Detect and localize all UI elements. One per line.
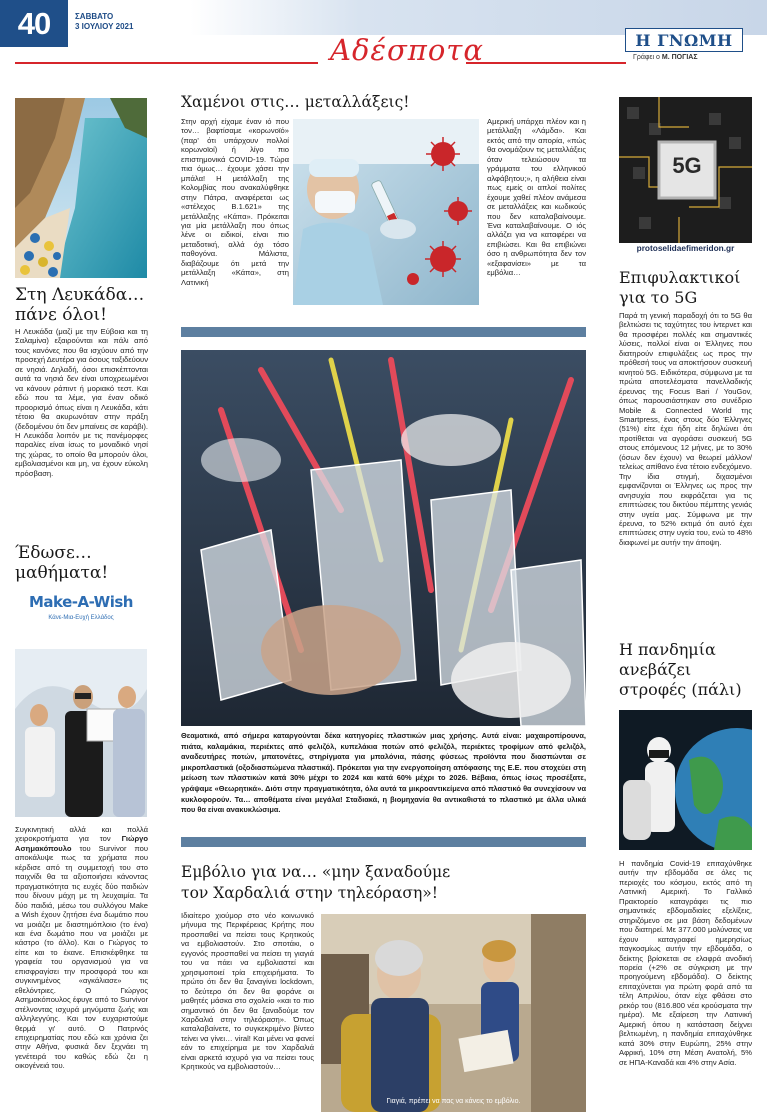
mutations-body-col1: Στην αρχή είχαμε έναν ιό που τον… βαφτίσαμε «κορωνοϊό» (παρ' ότι υπάρχουν πολλοί κορωνοϊοί) ή λίγο πιο επιστημονικά COVID-19. Τώρα πια όμως… έχουμε χάσει την μπάλα! Η μετάλλαξη της Κολομβίας που ανακαλύφθηκε στην Πάτρα, αναφέρεται ως «στέλεχος Β.1.621» της μετάλλαξης «Κάπα». Πρόκειται για μία μετάλλαξη που όπως λένε οι ειδικοί, είναι πιο μεταδοτική, αλλά όχι τόσο παθογόνα. Μάλιστα, διαβάζουμε ότι μετά την μετάλλαξη «Κάπα», στη Λατινική: [181, 117, 289, 287]
makeawish-title-line1: Έδωσε…: [15, 543, 92, 563]
makeawish-banner-title: Make-A-Wish: [29, 593, 133, 611]
divider-rule-bottom: [181, 837, 586, 847]
fiveg-watermark: protoselidaefimeridon.gr: [619, 243, 752, 257]
fiveg-title-line1: Επιφυλακτικοί: [619, 268, 741, 287]
plastic-waste-photo: [181, 350, 586, 726]
date-day: ΣΑΒΒΑΤΟ: [75, 12, 114, 21]
date-full: 3 ΙΟΥΛΙΟΥ 2021: [75, 22, 134, 31]
lefkada-title-line1: Στη Λευκάδα…: [15, 285, 145, 305]
makeawish-body: [15, 825, 148, 1113]
newspaper-logo: Η ΓΝΩΜΗ: [625, 28, 743, 52]
section-line-right: [466, 62, 626, 64]
grandmother-grandson-photo: [321, 914, 586, 1112]
makeawish-title: [15, 543, 155, 583]
vaccine-photo-caption: Γιαγιά, πρέπει να πας να κάνεις το εμβόλιο.: [386, 1098, 521, 1105]
vaccine-title-line1: Εμβόλιο για να… «μην ξαναδούμε: [181, 863, 451, 881]
plastics-caption: Θεαματικά, από σήμερα καταργούνται δέκα κατηγορίες πλαστικών μιας χρήσης. Αυτά είναι: μαχαιροπίρουνα, πιάτα, καλαμάκια, περιέκτες από φελιζόλ, κυπελάκια ποτών από φελιζόλ, περιέκτες τροφίμων από φελιζόλ, αναδευτήρες ποτών, μπατονέτες, στηρίγματα για μπαλόνια, πάσης φύσεως προϊόντα που διασπώνται σε μικροπλαστικά (οξοδιασπώμενα πλαστικά). Πρόκειται για την ενεργοποίηση απόφασης της Ε.Ε. που στοχεύει στη μείωση των πλαστικών κατά 30% μέχρι το 2024 και κατά 60% μέχρι το 2026. Βέβαια, όπως ίσως προσέξατε, γράψαμε «Θεωρητικά». Διότι στην πραγματικότητα, όλα αυτά τα μικροαντικείμενα από πλαστικό θα συνεχίσουν να κυκλοφορούν. Τα… αποθέματα είναι μεγάλα! Σταδιακά, η βιομηχανία θα αντικαθιστά το πλαστικό με άλλα υλικά που θα είναι ανακυκλώσιμα.: [181, 731, 586, 815]
byline-author: Μ. ΠΟΓΙΑΣ: [661, 54, 698, 61]
makeawish-banner-subtitle: Κάνε-Μια-Ευχή Ελλάδος: [48, 615, 114, 621]
vaccine-title-line2: τον Χαρδαλιά στην τηλεόραση»!: [181, 884, 438, 902]
makeawish-photo: [15, 589, 147, 817]
page-number: 40: [0, 0, 68, 47]
pandemic-title-line2: ανεβάζει: [619, 660, 692, 679]
pandemic-photo: [619, 710, 752, 850]
vaccine-title: [181, 862, 586, 904]
byline-prefix: Γράφει ο: [633, 54, 660, 61]
fiveg-photo: [619, 97, 752, 257]
vaccine-body: Ιδιαίτερο χιούμορ στο νέο κοινωνικό μήνυμα της Περιφέρειας Κρήτης που προσπαθεί να πείσει τους Κρητικούς να εμβολιαστούν. Στο σποτάκι, ο εγγονός προσπαθεί να πείσει τη γιαγιά του να πάει να εμβολιαστεί και χρησιμοποιεί τρία επιχειρήματα. Το πρώτο ότι δεν θα ξαναγίνει lockdown, το δεύτερο ότι δεν θα φοράνε οι μαθητές μάσκα στο σχολείο «και το πιο σημαντικό ότι δεν θα ξαναδούμε τον Χαρδαλιά στην τηλεόραση». Όπως καταλαβαίνετε, το συγκεκριμένο βίντεο τείνει να γίνει… viral! Και μένει να φανεί εάν το επιχείρημα με τον Χαρδαλιά είναι αρκετά ισχυρό για να πείσει τους Κρητικούς να εμβολιαστούν…: [181, 911, 314, 1072]
mutations-body-col2: Αμερική υπάρχει πλέον και η μετάλλαξη «Λάμδα». Και εκτός από την απορία, «πώς θα ονομάζουν τις μεταλλάξεις όταν τελειώσουν τα γράμματα του ελληνικού αλφάβητου;», η αλήθεια είναι πως εμείς οι απλοί πολίτες έχουμε χαθεί πλέον ανάμεσα σε μεταλλάξεις και κωδικούς που δεν καταλαβαίνουμε. Ένα καταλαβαίνουμε. Ο ιός αλλάζει για να καταφέρει να επιβιώσει. Και θα επιβιώνει όσο η ανθρωπότητα δεν τον «εξαφανίσει» με τα εμβόλια…: [487, 117, 586, 278]
section-title: Αδέσποτα: [330, 33, 484, 67]
fiveg-chip-label: 5G: [672, 153, 702, 178]
byline: [633, 54, 698, 61]
fiveg-title: [619, 268, 759, 308]
fiveg-title-line2: για το 5G: [619, 288, 698, 307]
fiveg-body: Παρά τη γενική παραδοχή ότι το 5G θα βελτιώσει τις ταχύτητες του ίντερνετ και θα προσφέρει πολλές και σημαντικές λύσεις, πολλοί είναι οι Έλληνες που διατηρούν επιφυλάξεις ως προς την πρόθεσή τους να αποκτήσουν συσκευή κινητού 5G. Ειδικότερα, σύμφωνα με τα πρώτα αποτελέσματα πανελλαδικής έρευνας της Focus Bari / YouGov, όπως παρουσιάστηκαν στο συνέδριο Mobile & Connected World της Smartpress, ένας στους δύο Έλληνες (51%) είτε έχει ήδη είτε δηλώνει ότι προτίθεται να αγοράσει συσκευή 5G στους επόμενους 12 μήνες, με το 30% (όσων δεν έχουν) να θεωρεί μάλλον/τελείως απίθανο ένα τέτοιο ενδεχόμενο. Την ίδια στιγμή, διχασμένοι εμφανίζονται οι Έλληνες ως προς την ανησυχία που εκφράζεται για τις επιπτώσεις του δικτύου πέμπτης γενιάς στην υγεία μας. Σύμφωνα με την έρευνα, το 52% εκτιμά ότι αυτό έχει επιπτώσεις στην υγεία του, ενώ το 48% διαφωνεί με αυτήν την άποψη.: [619, 311, 752, 547]
pandemic-title: [619, 640, 759, 700]
lefkada-body: Η Λευκάδα (μαζί με την Εύβοια και τη Σαλαμίνα) εξαιρούνται και πάλι από τους κανόνες που θα ισχύουν από την προσεχή Δευτέρα για όσους ταξιδεύουν σε νησιά. Δηλαδή, όσοι επισκέπτονται αυτά τα νησιά δεν είναι υποχρεωμένοι να κάνουν ράπιντ ή μοριακό τεστ. Και εδώ που τα λέμε, για έναν οδικό προορισμό όπως είναι η Λευκάδα, κάτι τέτοιο θα ακυρωνόταν στην πράξη (δεδομένου ότι δεν μπαίνεις σε καράβι). Η Λευκάδα λοιπόν με τις πανέμορφες παραλίες είναι ίσως το μοναδικό νησί της χώρας, το οποίο θα μπορούν όλοι, εμβολιασμένοι και μη, να έχουν εύκολη πρόσβαση.: [15, 327, 148, 478]
pandemic-title-line1: Η πανδημία: [619, 640, 716, 659]
lefkada-title: [15, 285, 155, 325]
lab-virus-photo: [293, 119, 479, 305]
pandemic-title-line3: στροφές (πάλι): [619, 680, 742, 699]
makeawish-title-line2: μαθήματα!: [15, 563, 109, 583]
pandemic-body: Η πανδημία Covid-19 επιταχύνθηκε αυτήν την εβδομάδα σε όλες τις περιοχές του κόσμου, εκτός από τη Λατινική Αμερική. Το Γαλλικό Πρακτορείο καταγράφει τις πιο σημαντικές εβδομαδιαίες εξελίξεις, στηριζόμενο σε μια βάση δεδομένων που διατηρεί. Με 377.000 μολύνσεις να έχουν καταγραφεί ημερησίως παγκοσμίως αυτήν την εβδομάδα, ο δείκτης βρίσκεται σε ελαφρά ανοδική πορεία (+2% σε σύγκριση με την προηγούμενη εβδομάδα). Ο δείκτης επιταχύνεται για πρώτη φορά από τα τέλη Απριλίου, όταν είχε φθάσει στο ρεκόρ του (816.800 νέα κρούσματα την ημέρα). Με εξαίρεση την Λατινική Αμερική όπου η κατάσταση δείχνει βελτιωμένη, η πανδημία επιταχύνθηκε κατά 30% στην Ευρώπη, 25% στην Αφρική, 10% στη Μέση Ανατολή, 5% σε ΗΠΑ-Καναδά και 4% στην Ασία.: [619, 859, 752, 1067]
section-line-left: [15, 62, 318, 64]
makeawish-body-intro: Συγκινητική αλλά και πολλά χειροκροτήματα για τον: [15, 825, 148, 844]
divider-rule-top: [181, 327, 586, 337]
makeawish-body-rest: του Survivor που αποκάλυψε πως τα χρήματα που κέρδισε από τη συμμετοχή του στο παιχνίδι θα τα αξιοποιήσει κάνοντας πραγματικότητα τις ευχές δύο παιδιών που δίνουν μάχη με τη λευχαιμία. Τα δύο παιδιά, μέσω του συλλόγου Make a Wish έχουν ζητήσει ένα δωμάτιο που να μοιάζει με διαστημόπλοιο (το ένα) και ένα δωμάτιο που να μοιάζει με κάστρο (το άλλο). Και ο Γιώργος το είπε και το έκανε. Επισκέφθηκε τα γραφεία του οργανισμού για να επισφραγίσει την προσφορά του και συγκινημένος «αγκάλιασε» τις εθελόντριες. Ο Γιώργος Ασημακόπουλος έφυγε από το Survivor στέλνοντας ισχυρά μηνύματα ζωής και αλληλεγγύης. Και τον ευχαριστούμε θερμά γι' αυτό. Ο Πατρινός επιχειρηματίας που εδώ και χρόνια ζει στην Αθήνα, φυσικά δεν ξεχνάει τη γενέτειρά του καθώς εδώ ζει η οικογένειά του.: [15, 843, 148, 1071]
mutations-title: Χαμένοι στις… μεταλλάξεις!: [181, 93, 410, 111]
lefkada-beach-photo: [15, 98, 147, 278]
lefkada-title-line2: πάνε όλοι!: [15, 305, 107, 325]
makeawish-body-name: Γιώργο Ασημακόπουλο: [15, 834, 148, 853]
date-block: [75, 12, 133, 32]
